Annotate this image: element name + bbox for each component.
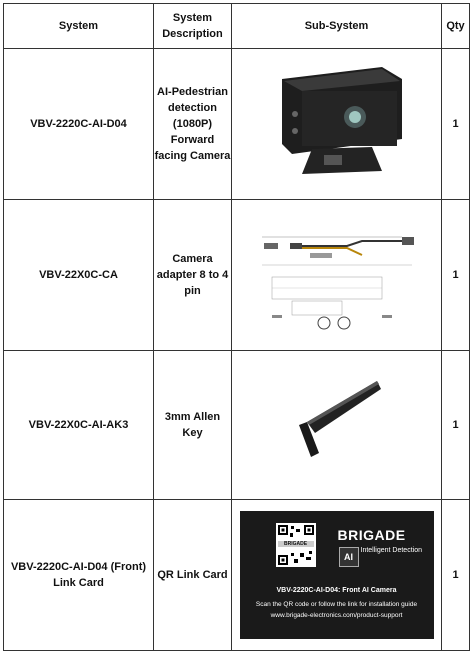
header-qty: Qty bbox=[442, 4, 470, 49]
subsystem-cell bbox=[232, 500, 442, 651]
qty-cell: 1 bbox=[442, 49, 470, 200]
ai-label: Intelligent Detection bbox=[360, 547, 422, 554]
qty-cell: 1 bbox=[442, 500, 470, 651]
components-table bbox=[3, 3, 470, 651]
header-description: System Description bbox=[154, 4, 232, 49]
table-row bbox=[4, 351, 470, 500]
header-system: System bbox=[4, 4, 154, 49]
header-row bbox=[4, 4, 470, 49]
description-cell: Camera adapter 8 to 4 pin bbox=[154, 200, 232, 351]
ai-badge: AI bbox=[339, 547, 359, 567]
allen-key-icon bbox=[277, 375, 397, 475]
qty-cell: 1 bbox=[442, 200, 470, 351]
card-url: www.brigade-electronics.com/product-support bbox=[270, 612, 403, 619]
card-instruction: Scan the QR code or follow the link for installation guide bbox=[255, 601, 418, 608]
qty-cell: 1 bbox=[442, 351, 470, 500]
header-subsystem: Sub-System bbox=[232, 4, 442, 49]
brand-logo: BRIGADE bbox=[337, 527, 406, 543]
system-cell: VBV-2220C-AI-D04 bbox=[4, 49, 154, 200]
table-row bbox=[4, 200, 470, 351]
system-cell: VBV-2220C-AI-D04 (Front) Link Card bbox=[4, 500, 154, 651]
table-row bbox=[4, 500, 470, 651]
subsystem-cell bbox=[232, 351, 442, 500]
link-card-icon bbox=[240, 511, 434, 639]
system-cell: VBV-22X0C-CA bbox=[4, 200, 154, 351]
description-cell: AI-Pedestrian detection (1080P) Forward facing Camera bbox=[154, 49, 232, 200]
cable-diagram-icon bbox=[252, 215, 422, 335]
qr-label: BRIGADE bbox=[278, 541, 314, 547]
qr-code bbox=[276, 523, 316, 567]
camera-icon bbox=[262, 59, 412, 189]
card-title: VBV-2220C-AI-D04: Front AI Camera bbox=[276, 587, 397, 594]
description-cell: 3mm Allen Key bbox=[154, 351, 232, 500]
table-row bbox=[4, 49, 470, 200]
description-cell: QR Link Card bbox=[154, 500, 232, 651]
subsystem-cell bbox=[232, 200, 442, 351]
system-cell: VBV-22X0C-AI-AK3 bbox=[4, 351, 154, 500]
subsystem-cell bbox=[232, 49, 442, 200]
